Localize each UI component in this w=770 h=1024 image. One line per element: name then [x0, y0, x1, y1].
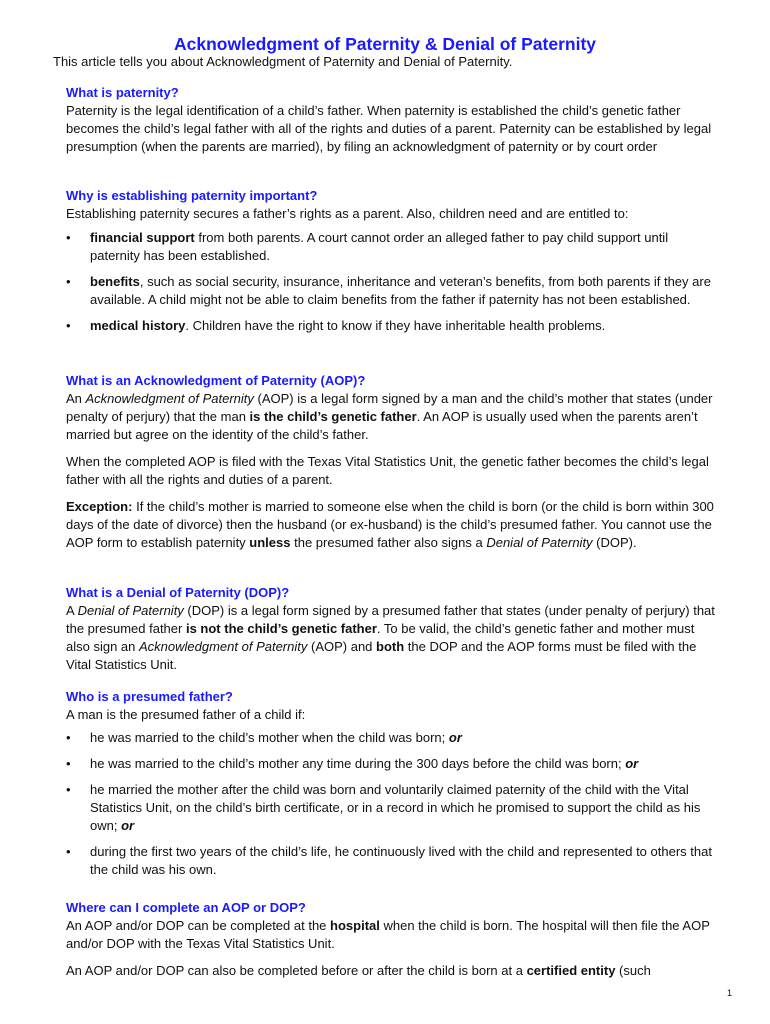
list-item: • medical history. Children have the right to know if they have inheritable health problems. [66, 318, 606, 333]
aop-definition: An Acknowledgment of Paternity (AOP) is a legal form signed by a man and the child’s mother that states (under penalty of perjury) that the man is the child’s genetic father. An AOP is usually used when the parents aren’t married but agree on the identity of the child’s father. [66, 391, 713, 442]
bullet-icon: • [66, 274, 71, 289]
dop-definition: A Denial of Paternity (DOP) is a legal form signed by a presumed father that states (under penalty of perjury) that the presumed father is not the child’s genetic father. To be valid, the child’s genetic father and mother must also sign an Acknowledgment of Paternity (AOP) and both the DOP and the AOP forms must be filed with the Vital Statistics Unit. [66, 603, 715, 672]
bullet-icon: • [66, 318, 71, 333]
bullet-icon: • [66, 756, 71, 771]
page-number: 1 [727, 988, 733, 998]
list-item: • he was married to the child’s mother any time during the 300 days before the child was born; or [66, 756, 639, 771]
section-heading: Why is establishing paternity important? [66, 188, 318, 203]
section-what-is-aop [66, 372, 716, 552]
benefits-list [66, 229, 716, 335]
section-body: Paternity is the legal identification of a child’s father. When paternity is established the child’s genetic father becomes the child’s legal father with all of the rights and duties of a parent. Paternity can be established by legal presumption (when the parents are married), by filing an acknowledgment of paternity or by court order [66, 103, 712, 154]
aop-exception: Exception: If the child’s mother is married to someone else when the child is born (or the child is born within 300 days of the date of divorce) then the husband (or ex-husband) is the child’s presumed father. You cannot use the AOP form to establish paternity unless the presumed father also signs a Denial of Paternity (DOP). [66, 499, 714, 550]
presumed-father-list [66, 729, 716, 879]
bullet-icon: • [66, 782, 71, 797]
intro-text: This article tells you about Acknowledgment of Paternity and Denial of Paternity. [53, 54, 513, 69]
section-heading: Who is a presumed father? [66, 689, 233, 704]
hospital-paragraph: An AOP and/or DOP can be completed at the hospital when the child is born. The hospital will then file the AOP and/or DOP with the Texas Vital Statistics Unit. [66, 918, 710, 951]
list-item: • he married the mother after the child was born and voluntarily claimed paternity of the child with the Vital Statistics Unit, on the child’s birth certificate, or in a record in which he promised to support the child as his own; or [66, 782, 701, 833]
section-heading: What is paternity? [66, 85, 179, 100]
section-why-important [66, 187, 716, 335]
section-heading: Where can I complete an AOP or DOP? [66, 900, 306, 915]
section-what-is-paternity [66, 84, 716, 156]
certified-entity-paragraph: An AOP and/or DOP can also be completed before or after the child is born at a certified entity (such [66, 963, 651, 978]
page-title: Acknowledgment of Paternity & Denial of Paternity [173, 34, 597, 54]
list-item: • benefits, such as social security, insurance, inheritance and veteran’s benefits, from both parents if they are available. A child might not be able to claim benefits from the father if paternity has not been established. [66, 274, 711, 307]
bullet-icon: • [66, 230, 71, 245]
list-item: • financial support from both parents. A court cannot order an alleged father to pay child support until paternity has been established. [66, 230, 669, 263]
bullet-icon: • [66, 844, 71, 859]
aop-filing: When the completed AOP is filed with the Texas Vital Statistics Unit, the genetic father becomes the child’s legal father with all the rights and duties of a parent. [66, 454, 709, 487]
list-item: • during the first two years of the child’s life, he continuously lived with the child and represented to others that the child was his own. [66, 844, 712, 877]
section-heading: What is an Acknowledgment of Paternity (AOP)? [66, 373, 366, 388]
list-item: • he was married to the child’s mother when the child was born; or [66, 730, 462, 745]
section-where-complete [66, 899, 716, 980]
section-lead: A man is the presumed father of a child if: [66, 707, 306, 722]
section-what-is-dop [66, 584, 716, 674]
section-heading: What is a Denial of Paternity (DOP)? [66, 585, 290, 600]
section-lead: Establishing paternity secures a father’s rights as a parent. Also, children need and are entitled to: [66, 206, 629, 221]
section-presumed-father [66, 688, 716, 879]
bullet-icon: • [66, 730, 71, 745]
